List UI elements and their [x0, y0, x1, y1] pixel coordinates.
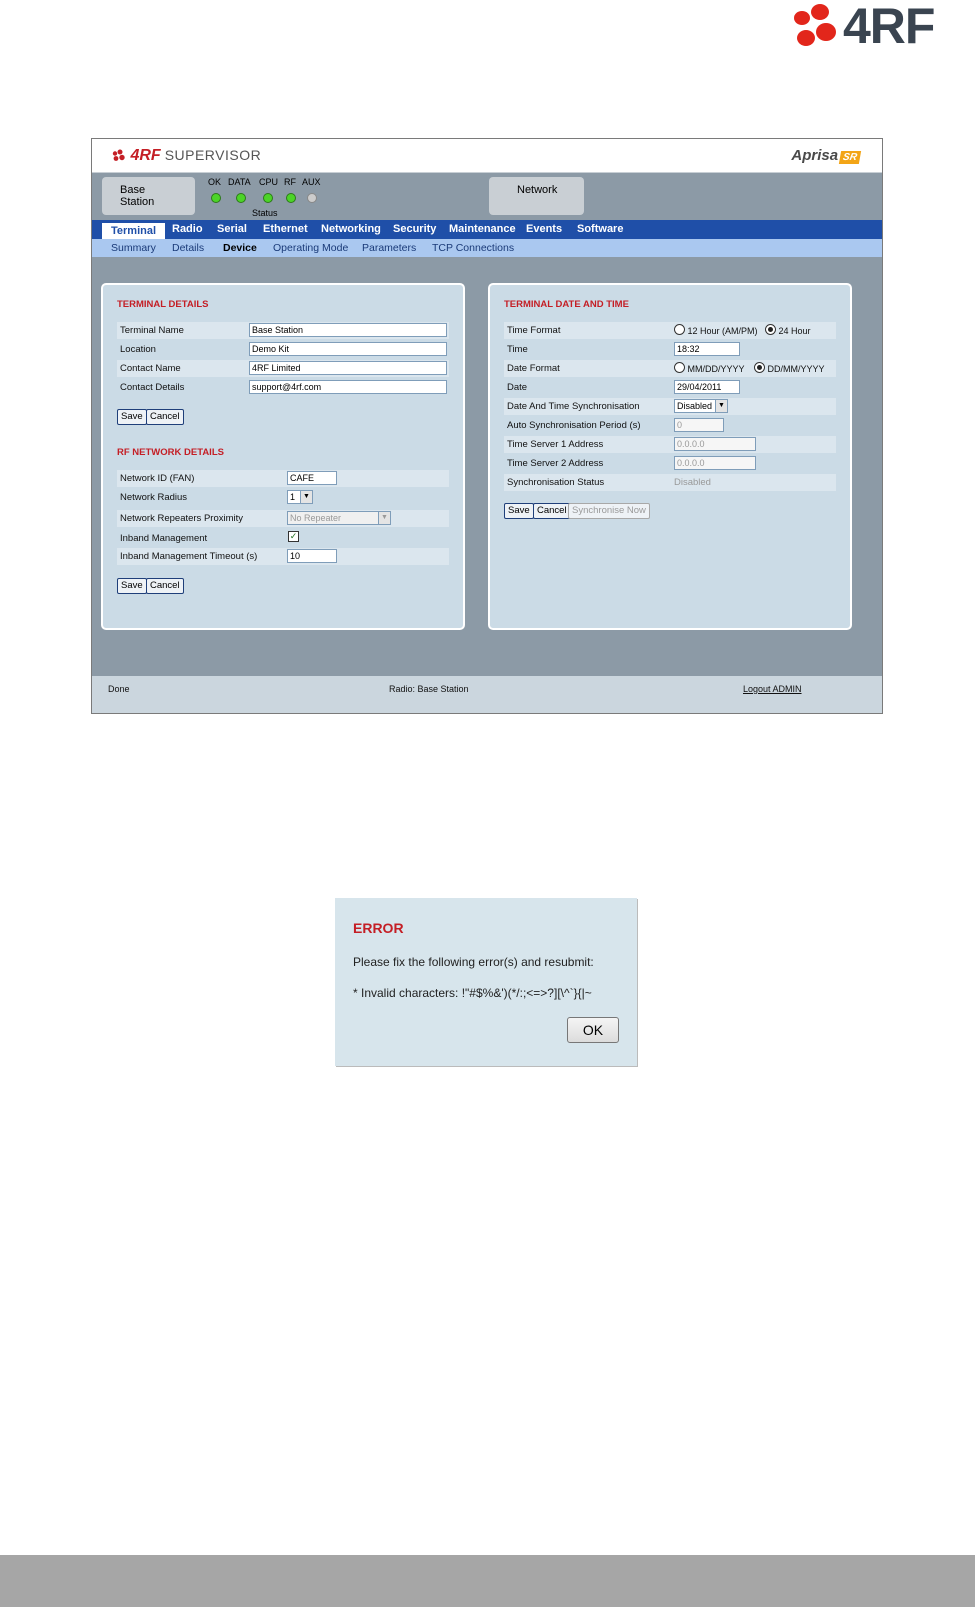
product-badge: SR [839, 151, 861, 164]
inband-label: Inband Management [120, 533, 208, 544]
product-logo [791, 147, 860, 164]
row-location [117, 341, 449, 358]
tab-serial[interactable]: Serial [217, 223, 247, 235]
synchronise-now-button[interactable]: Synchronise Now [568, 503, 650, 519]
radio-off-icon [674, 362, 685, 373]
repeaters-label: Network Repeaters Proximity [120, 513, 244, 524]
contact-details-input[interactable]: support@4rf.com [249, 380, 447, 394]
row-sync-status [504, 474, 836, 491]
row-inband-management [117, 530, 449, 547]
corp-logo-text: 4RF [843, 0, 935, 54]
sub-nav [92, 239, 882, 257]
main-nav [92, 220, 882, 239]
tab-networking[interactable]: Networking [321, 223, 381, 235]
error-message: Please fix the following error(s) and resubmit: [353, 955, 594, 969]
row-terminal-name [117, 322, 449, 339]
terminal-name-label: Terminal Name [120, 325, 184, 336]
chevron-down-icon: ▼ [715, 400, 727, 412]
time-format-12h-label: 12 Hour (AM/PM) [687, 326, 758, 336]
date-format-dmy-radio[interactable] [754, 362, 825, 374]
tab-ethernet[interactable]: Ethernet [263, 223, 308, 235]
date-format-mdy-radio[interactable] [674, 362, 745, 374]
row-time [504, 341, 836, 358]
brand [112, 147, 261, 165]
rf-cancel-button[interactable]: Cancel [146, 578, 184, 594]
error-detail: * Invalid characters: !"#$%&')(*/:;<=>?][\^`}{|~ [353, 986, 592, 1000]
time-format-12h-radio[interactable] [674, 324, 758, 336]
rf-network-title: RF NETWORK DETAILS [117, 447, 224, 458]
datetime-cancel-button[interactable]: Cancel [533, 503, 571, 519]
row-contact-details [117, 379, 449, 396]
radio-off-icon [674, 324, 685, 335]
sync-label: Date And Time Synchronisation [507, 401, 640, 412]
sync-select[interactable] [674, 399, 728, 413]
ok-button[interactable]: OK [567, 1017, 619, 1043]
sync-status-label: Synchronisation Status [507, 477, 605, 488]
led-label-cpu: CPU [259, 177, 279, 187]
date-input[interactable]: 29/04/2011 [674, 380, 740, 394]
server1-input[interactable]: 0.0.0.0 [674, 437, 756, 451]
panel-terminal-date-time [488, 283, 852, 630]
status-box-base[interactable]: Base Station [102, 177, 195, 215]
date-format-dmy-label: DD/MM/YYYY [767, 364, 825, 374]
error-dialog [335, 898, 637, 1066]
terminal-details-title: TERMINAL DETAILS [117, 299, 209, 310]
tab-radio[interactable]: Radio [172, 223, 203, 235]
time-label: Time [507, 344, 528, 355]
app-header [92, 139, 882, 173]
row-contact-name [117, 360, 449, 377]
led-ok-icon [211, 193, 221, 203]
tab-maintenance[interactable]: Maintenance [449, 223, 516, 235]
auto-period-input[interactable]: 0 [674, 418, 724, 432]
date-format-mdy-label: MM/DD/YYYY [687, 364, 745, 374]
row-network-id [117, 470, 449, 487]
corp-logo [790, 0, 970, 52]
datetime-save-button[interactable]: Save [504, 503, 534, 519]
contact-name-input[interactable]: 4RF Limited [249, 361, 447, 375]
row-inband-timeout [117, 548, 449, 565]
subtab-parameters[interactable]: Parameters [362, 242, 417, 254]
date-time-title: TERMINAL DATE AND TIME [504, 299, 629, 310]
tab-software[interactable]: Software [577, 223, 624, 235]
rf-save-button[interactable]: Save [117, 578, 147, 594]
repeaters-select[interactable] [287, 511, 391, 525]
led-data-icon [236, 193, 246, 203]
sync-value: Disabled [677, 401, 713, 411]
time-format-24h-label: 24 Hour [778, 326, 811, 336]
panel-terminal-details [101, 283, 465, 630]
time-format-label: Time Format [507, 325, 561, 336]
date-label: Date [507, 382, 528, 393]
row-time-format [504, 322, 836, 339]
tab-events[interactable]: Events [526, 223, 563, 235]
led-aux-icon [307, 193, 317, 203]
subtab-tcp-connections[interactable]: TCP Connections [432, 242, 515, 254]
terminal-name-input[interactable]: Base Station [249, 323, 447, 337]
network-radius-value: 1 [290, 492, 296, 502]
location-input[interactable]: Demo Kit [249, 342, 447, 356]
row-auto-sync-period [504, 417, 836, 434]
row-time-server-2 [504, 455, 836, 472]
row-network-radius [117, 489, 449, 506]
subtab-details[interactable]: Details [172, 242, 205, 254]
inband-checkbox[interactable]: ✓ [289, 531, 298, 541]
status-box-network[interactable]: Network [489, 177, 584, 215]
footer-band [0, 1555, 975, 1607]
supervisor-window [91, 138, 883, 714]
error-title: ERROR [353, 920, 404, 936]
subtab-device[interactable]: Device [223, 242, 257, 254]
radio-on-icon [754, 362, 765, 373]
server1-label: Time Server 1 Address [507, 439, 604, 450]
contact-name-label: Contact Name [120, 363, 181, 374]
inband-timeout-input[interactable]: 10 [287, 549, 337, 563]
led-label-data: DATA [228, 177, 251, 187]
sync-status-value: Disabled [674, 477, 711, 488]
status-text: Done [108, 684, 130, 694]
radio-on-icon [765, 324, 776, 335]
chevron-down-icon: ▼ [300, 491, 312, 503]
subtab-operating-mode[interactable]: Operating Mode [273, 242, 349, 254]
location-label: Location [120, 344, 156, 355]
network-id-input[interactable]: CAFE [287, 471, 337, 485]
contact-details-label: Contact Details [120, 382, 185, 393]
led-cpu-icon [263, 193, 273, 203]
row-date [504, 379, 836, 396]
led-label-rf: RF [284, 177, 296, 187]
led-rf-icon [286, 193, 296, 203]
network-radius-select[interactable] [287, 490, 313, 504]
inband-timeout-label: Inband Management Timeout (s) [120, 551, 258, 562]
brand-dots-icon [112, 149, 126, 161]
network-radius-label: Network Radius [120, 492, 188, 503]
subtab-summary[interactable]: Summary [111, 242, 156, 254]
leds-caption: Status [252, 208, 278, 218]
row-date-time-sync [504, 398, 836, 415]
terminal-save-button[interactable]: Save [117, 409, 147, 425]
repeaters-value: No Repeater [290, 513, 342, 523]
led-label-aux: AUX [302, 177, 321, 187]
server2-label: Time Server 2 Address [507, 458, 604, 469]
chevron-down-icon: ▼ [378, 512, 390, 524]
network-id-label: Network ID (FAN) [120, 473, 195, 484]
brand-logo: 4RF [130, 147, 161, 164]
product-name: Aprisa [791, 147, 839, 164]
date-format-label: Date Format [507, 363, 560, 374]
status-area [92, 173, 882, 223]
logo-dots-icon [790, 2, 840, 48]
brand-name: SUPERVISOR [164, 147, 262, 163]
led-label-ok: OK [208, 177, 222, 187]
logout-link[interactable]: Logout ADMIN [743, 684, 802, 694]
status-bar [92, 676, 882, 714]
radio-name-text: Radio: Base Station [389, 684, 469, 694]
time-input[interactable]: 18:32 [674, 342, 740, 356]
time-format-24h-radio[interactable] [765, 324, 811, 336]
terminal-cancel-button[interactable]: Cancel [146, 409, 184, 425]
tab-terminal[interactable]: Terminal [102, 223, 165, 241]
tab-security[interactable]: Security [393, 223, 437, 235]
auto-period-label: Auto Synchronisation Period (s) [507, 420, 641, 431]
row-repeaters-proximity [117, 510, 449, 527]
row-time-server-1 [504, 436, 836, 453]
server2-input[interactable]: 0.0.0.0 [674, 456, 756, 470]
row-date-format [504, 360, 836, 377]
